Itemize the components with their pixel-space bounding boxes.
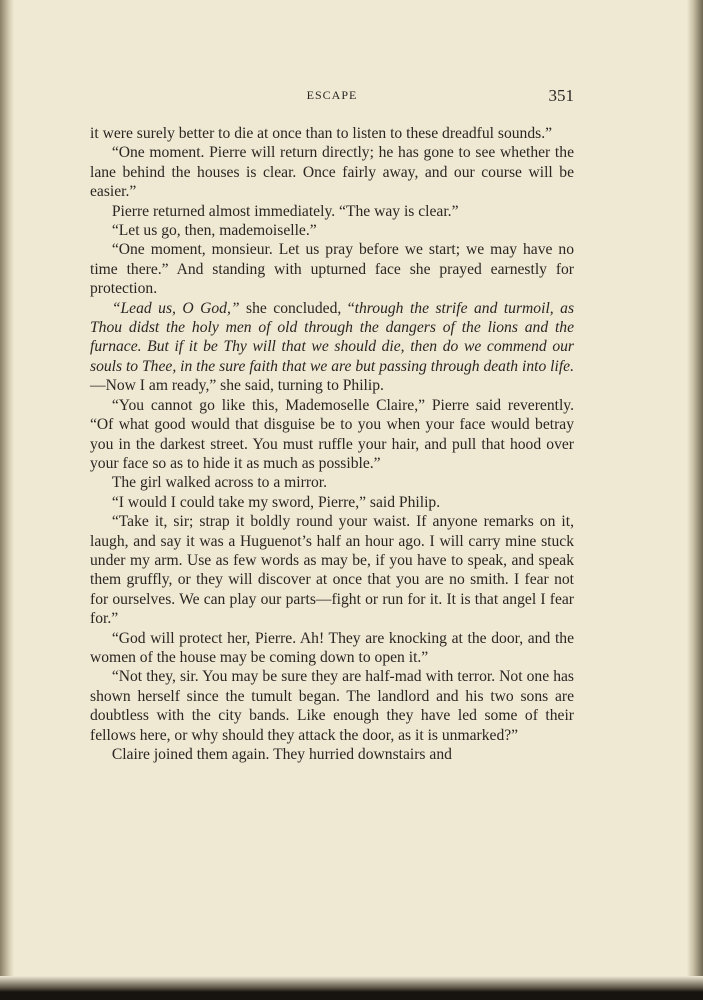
- paragraph: Claire joined them again. They hurried downstairs and: [111, 746, 452, 763]
- paragraph: “I would I could take my sword, Pierre,” said Philip.: [111, 493, 441, 511]
- paragraph: “Take it, sir; strap it boldly round your waist. If anyone remarks on it, laugh, and say it was a Huguenot’s half an hour ago. I will carry mine stuck under my arm. Use as few words as may be, if you have to speak, and speak them gruffly, or they will discover at once that you are no smith. I fear not for ourselves. We can play our parts—fight or run for it. It is that angel I fear for.”: [90, 513, 574, 628]
- paragraph: The girl walked across to a mirror.: [111, 474, 328, 492]
- paragraph: “One moment. Pierre will return directly; he has gone to see whether the lane behind the houses is clear. Once fairly away, and our course will be easier.”: [90, 144, 574, 201]
- paragraph: it were surely better to die at once than to listen to these dreadful sounds.”: [90, 125, 553, 142]
- body-text: [90, 124, 574, 764]
- page-number: 351: [548, 86, 574, 105]
- page-edge-right: [687, 0, 703, 1000]
- running-head: [90, 86, 574, 106]
- paragraph: Pierre returned almost immediately. “The way is clear.”: [111, 202, 459, 220]
- prayer-close: —Now I am ready,” she said, turning to Philip.: [90, 377, 384, 395]
- page-edge-left: [0, 0, 14, 1000]
- paragraph: “Let us go, then, mademoiselle.”: [111, 222, 317, 240]
- prayer-text: through the strife and turmoil, as Thou didst the holy men of old through the dangers of the lions and the furnace. But if it be Thy will that we should die, then do we commend our souls to Thee, in the sure faith that we are but passing through death into life.: [90, 299, 575, 375]
- paragraph: “Not they, sir. You may be sure they are half-mad with terror. Not one has shown herself since the tumult began. The landlord and his two sons are doubtless with the city bands. Like enough they have led some of their fellows here, or why should they attack the door, as it is unmarked?”: [90, 668, 574, 744]
- prayer-attribution: she concluded, “: [239, 299, 355, 317]
- running-title: ESCAPE: [306, 88, 358, 102]
- prayer-paragraph: [90, 299, 574, 396]
- paragraph: “You cannot go like this, Mademoselle Claire,” Pierre said reverently. “Of what good would that disguise be to you when your face would betray you in the darkest street. You must ruffle your hair, and pull that hood over your face so as to hide it as much as possible.”: [90, 396, 574, 472]
- paragraph: “One moment, monsieur. Let us pray before we start; we may have no time there.” And standing with upturned face she prayed earnestly for protection.: [90, 241, 574, 298]
- prayer-opening: “Lead us, O God,”: [111, 299, 240, 317]
- page-edge-bottom: [0, 976, 703, 1000]
- paragraph: “God will protect her, Pierre. Ah! They are knocking at the door, and the women of the house may be coming down to open it.”: [90, 629, 574, 666]
